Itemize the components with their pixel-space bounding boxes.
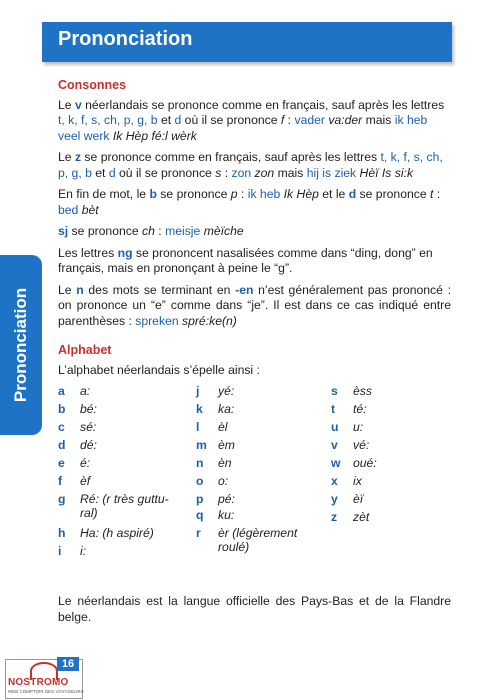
alphabet-pronunciation: èm bbox=[218, 438, 235, 452]
footer-note: Le néerlandais est la langue officielle des Pays-Bas et de la Flandre belge. bbox=[58, 594, 451, 624]
alphabet-letter: n bbox=[196, 456, 204, 470]
alphabet-letter: z bbox=[331, 510, 338, 524]
alphabet-pronunciation: u: bbox=[353, 420, 364, 434]
page-title: Prononciation bbox=[58, 28, 193, 50]
side-tab[interactable] bbox=[0, 255, 42, 435]
alphabet-pronunciation: i: bbox=[80, 544, 87, 558]
alphabet-pronunciation: zèt bbox=[353, 510, 370, 524]
alphabet-pronunciation: èl bbox=[218, 420, 228, 434]
alphabet-letter: f bbox=[58, 474, 63, 488]
alphabet-pronunciation: èss bbox=[353, 384, 372, 398]
alphabet-intro: L’alphabet néerlandais s’épelle ainsi : bbox=[58, 362, 260, 377]
content bbox=[58, 78, 451, 594]
alphabet-grid bbox=[58, 384, 451, 594]
paragraph-ng: Les lettres ng se prononcent nasalisées comme dans “ding, dong” en français, mais en prononçant à peine le “g”. bbox=[58, 245, 433, 275]
alphabet-pronunciation: èn bbox=[218, 456, 232, 470]
alphabet-pronunciation: èï bbox=[353, 492, 364, 506]
alphabet-letter: q bbox=[196, 508, 204, 522]
alphabet-letter: d bbox=[58, 438, 66, 452]
alphabet-pronunciation: vé: bbox=[353, 438, 370, 452]
alphabet-pronunciation: ix bbox=[353, 474, 362, 488]
alphabet-pronunciation: dé: bbox=[80, 438, 97, 452]
alphabet-letter: y bbox=[331, 492, 338, 506]
alphabet-pronunciation: a: bbox=[80, 384, 91, 398]
alphabet-letter: t bbox=[331, 402, 336, 416]
alphabet-letter: k bbox=[196, 402, 203, 416]
paragraph-sj: sj se prononce ch : meisje mèïche bbox=[58, 224, 244, 238]
logo-subtext: WEB COMPTOIR DES VOYAGEURS bbox=[8, 689, 84, 694]
alphabet-pronunciation: sé: bbox=[80, 420, 97, 434]
alphabet-pronunciation: pé: bbox=[218, 492, 235, 506]
alphabet-pronunciation: yé: bbox=[218, 384, 235, 398]
alphabet-letter: v bbox=[331, 438, 338, 452]
alphabet-letter: o bbox=[196, 474, 204, 488]
alphabet-letter: b bbox=[58, 402, 66, 416]
page-number: 16 bbox=[57, 657, 79, 671]
alphabet-letter: u bbox=[331, 420, 339, 434]
alphabet-pronunciation: Ha: (h aspiré) bbox=[80, 526, 154, 540]
paragraph-z: Le z se prononce comme en français, sauf après les lettres t, k, f, s, ch, p, g, b et d où il se prononce s : zon zon mais hij is ziek Hèï Is si:k bbox=[58, 150, 443, 180]
alphabet-letter: c bbox=[58, 420, 65, 434]
alphabet-pronunciation: ka: bbox=[218, 402, 235, 416]
alphabet-letter: s bbox=[331, 384, 338, 398]
paragraph-v: Le v néerlandais se prononce comme en français, sauf après les lettres t, k, f, s, ch, p, g, b et d où il se prononce f : vader va:der mais ik heb veel werk Ik Hèp fé:l wèrk bbox=[58, 97, 445, 143]
alphabet-letter: p bbox=[196, 492, 204, 506]
alphabet-pronunciation: èf bbox=[80, 474, 91, 488]
alphabet-pronunciation: ku: bbox=[218, 508, 235, 522]
alphabet-pronunciation: o: bbox=[218, 474, 229, 488]
logo-text: NOSTROMO bbox=[8, 677, 69, 688]
alphabet-pronunciation: bé: bbox=[80, 402, 97, 416]
side-tab-label: Prononciation bbox=[11, 287, 30, 403]
alphabet-letter: g bbox=[58, 492, 66, 506]
paragraph-en: Le n des mots se terminant en -en n’est généralement pas prononcé : on prononce un “e” comme dans “je”. Il est dans ce cas indiqué entre parenthèses : spreken spré:ke(n) bbox=[58, 282, 451, 328]
alphabet-letter: a bbox=[58, 384, 65, 398]
alphabet-pronunciation: Ré: (r très guttu-ral) bbox=[80, 492, 169, 520]
alphabet-pronunciation: èr (légèrement roulé) bbox=[218, 526, 298, 554]
alphabet-letter: l bbox=[196, 420, 200, 434]
alphabet-letter: m bbox=[196, 438, 207, 452]
alphabet-letter: i bbox=[58, 544, 62, 558]
alphabet-letter: j bbox=[196, 384, 200, 398]
alphabet-letter: x bbox=[331, 474, 338, 488]
paragraph-fin: En fin de mot, le b se prononce p : ik heb Ik Hèp et le d se prononce t : bed bèt bbox=[58, 187, 441, 217]
alphabet-letter: h bbox=[58, 526, 66, 540]
alphabet-letter: e bbox=[58, 456, 65, 470]
section-title-consonnes: Consonnes bbox=[58, 78, 127, 92]
alphabet-letter: w bbox=[331, 456, 341, 470]
alphabet-pronunciation: é: bbox=[80, 456, 91, 470]
section-title-alphabet: Alphabet bbox=[58, 343, 112, 357]
alphabet-letter: r bbox=[196, 526, 201, 540]
page-header bbox=[42, 22, 452, 62]
alphabet-pronunciation: té: bbox=[353, 402, 367, 416]
alphabet-pronunciation: oué: bbox=[353, 456, 377, 470]
